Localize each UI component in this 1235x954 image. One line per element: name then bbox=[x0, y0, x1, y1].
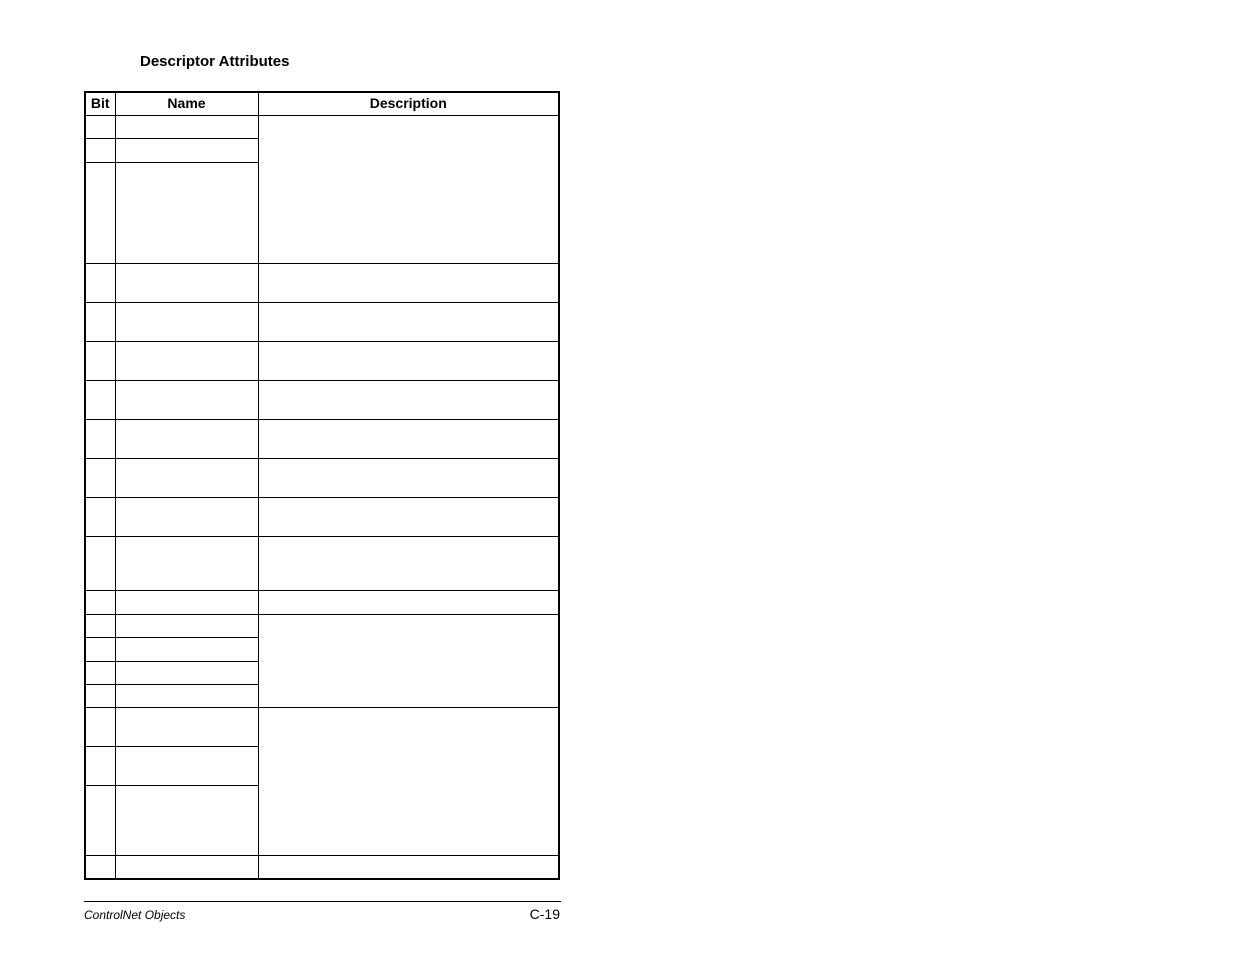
name-cell bbox=[115, 498, 258, 537]
bit-cell bbox=[85, 342, 115, 381]
table-row bbox=[85, 615, 559, 638]
name-cell bbox=[115, 459, 258, 498]
description-cell bbox=[258, 303, 559, 342]
header-name: Name bbox=[115, 92, 258, 116]
bit-cell bbox=[85, 537, 115, 591]
name-cell bbox=[115, 139, 258, 163]
bit-cell bbox=[85, 747, 115, 786]
name-cell bbox=[115, 264, 258, 303]
name-cell bbox=[115, 747, 258, 786]
name-cell bbox=[115, 856, 258, 879]
table-row bbox=[85, 381, 559, 420]
bit-cell bbox=[85, 381, 115, 420]
table-row bbox=[85, 116, 559, 139]
description-cell bbox=[258, 381, 559, 420]
name-cell bbox=[115, 537, 258, 591]
name-cell bbox=[115, 163, 258, 264]
description-cell bbox=[258, 537, 559, 591]
table-row bbox=[85, 459, 559, 498]
section-title: Descriptor Attributes bbox=[140, 53, 290, 70]
name-cell bbox=[115, 638, 258, 662]
description-cell bbox=[258, 116, 559, 264]
table-row bbox=[85, 856, 559, 879]
description-cell bbox=[258, 459, 559, 498]
bit-cell bbox=[85, 591, 115, 615]
description-cell bbox=[258, 264, 559, 303]
bit-cell bbox=[85, 420, 115, 459]
table-row bbox=[85, 498, 559, 537]
table-row bbox=[85, 591, 559, 615]
table-row bbox=[85, 303, 559, 342]
footer-section-name: ControlNet Objects bbox=[84, 908, 186, 922]
description-cell bbox=[258, 591, 559, 615]
table-header-row bbox=[85, 92, 559, 116]
bit-cell bbox=[85, 856, 115, 879]
bit-cell bbox=[85, 116, 115, 139]
name-cell bbox=[115, 381, 258, 420]
description-cell bbox=[258, 708, 559, 856]
footer-rule bbox=[84, 901, 561, 902]
table-row bbox=[85, 264, 559, 303]
bit-cell bbox=[85, 498, 115, 537]
table-row bbox=[85, 708, 559, 747]
bit-cell bbox=[85, 459, 115, 498]
bit-cell bbox=[85, 264, 115, 303]
name-cell bbox=[115, 615, 258, 638]
name-cell bbox=[115, 708, 258, 747]
name-cell bbox=[115, 116, 258, 139]
table-row bbox=[85, 537, 559, 591]
bit-cell bbox=[85, 303, 115, 342]
name-cell bbox=[115, 591, 258, 615]
bit-cell bbox=[85, 615, 115, 638]
bit-cell bbox=[85, 662, 115, 685]
name-cell bbox=[115, 662, 258, 685]
bit-cell bbox=[85, 638, 115, 662]
table-row bbox=[85, 420, 559, 459]
bit-cell bbox=[85, 163, 115, 264]
description-cell bbox=[258, 342, 559, 381]
bit-cell bbox=[85, 786, 115, 856]
descriptor-attributes-table bbox=[84, 91, 560, 880]
footer-page-number: C-19 bbox=[529, 906, 560, 922]
description-cell bbox=[258, 615, 559, 708]
description-cell bbox=[258, 498, 559, 537]
name-cell bbox=[115, 786, 258, 856]
table-row bbox=[85, 342, 559, 381]
name-cell bbox=[115, 303, 258, 342]
header-description: Description bbox=[258, 92, 559, 116]
name-cell bbox=[115, 420, 258, 459]
description-cell bbox=[258, 420, 559, 459]
bit-cell bbox=[85, 139, 115, 163]
description-cell bbox=[258, 856, 559, 879]
bit-cell bbox=[85, 685, 115, 708]
name-cell bbox=[115, 342, 258, 381]
name-cell bbox=[115, 685, 258, 708]
header-bit: Bit bbox=[85, 92, 115, 116]
bit-cell bbox=[85, 708, 115, 747]
